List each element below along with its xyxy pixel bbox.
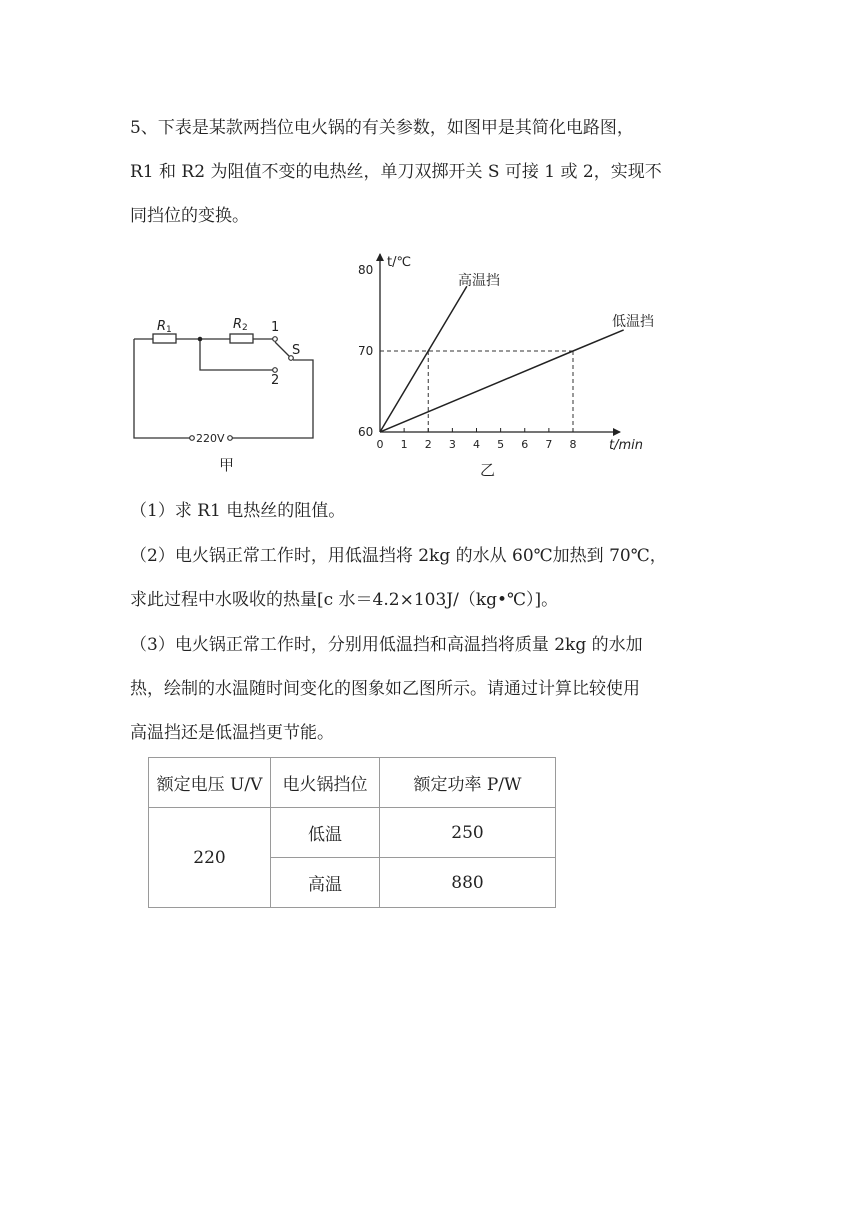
series-label-low: 低温挡 [612, 314, 654, 330]
series-label-high: 高温挡 [458, 273, 500, 289]
r2-label: R2 [233, 317, 248, 333]
cell-power-high: 880 [380, 858, 556, 908]
switch-label: S [292, 343, 301, 358]
series-line-high [380, 286, 467, 432]
y-tick-label-70: 70 [358, 344, 374, 358]
x-axis-label: t/min [609, 438, 643, 453]
cell-voltage: 220 [149, 808, 271, 908]
switch-blade [275, 342, 290, 357]
terminal-2-dot [273, 368, 278, 373]
x-tick-label-1: 1 [400, 438, 408, 451]
question-3-line-1: （3）电火锅正常工作时，分别用低温挡和高温挡将质量 2kg 的水加 [130, 635, 643, 655]
question-2-line-2: 求此过程中水吸收的热量[c 水＝4.2×103J/（kg•℃）]。 [130, 590, 559, 610]
x-tick-label-0: 0 [376, 438, 384, 451]
question-3-line-3: 高温挡还是低温挡更节能。 [130, 723, 334, 743]
x-tick-label-2: 2 [424, 438, 432, 451]
intro-line-3: 同挡位的变换。 [130, 206, 249, 226]
x-tick-label-6: 6 [521, 438, 529, 451]
x-tick-label-8: 8 [569, 438, 577, 451]
cell-mode-low: 低温 [271, 808, 380, 858]
terminal-2-label: 2 [271, 373, 280, 388]
circuit-diagram [125, 315, 325, 475]
x-tick-label-3: 3 [448, 438, 456, 451]
x-tick-label-5: 5 [497, 438, 505, 451]
temperature-chart [350, 250, 654, 485]
source-terminal-left [190, 436, 195, 441]
source-label: 220V [196, 432, 225, 445]
resistor-r1 [153, 334, 176, 343]
y-tick-label-60: 60 [358, 425, 374, 439]
r1-label: R1 [157, 319, 172, 335]
x-tick-label-7: 7 [545, 438, 553, 451]
x-tick-label-4: 4 [473, 438, 480, 451]
cell-mode-high: 高温 [271, 858, 380, 908]
header-voltage: 额定电压 U/V [149, 758, 271, 808]
terminal-1-dot [273, 337, 278, 342]
resistor-r2 [230, 334, 253, 343]
terminal-1-label: 1 [271, 320, 280, 335]
header-power: 额定功率 P/W [380, 758, 556, 808]
table-row [149, 808, 556, 858]
y-axis-label: t/℃ [387, 255, 412, 270]
parameter-table [148, 757, 556, 908]
circuit-caption: 甲 [219, 456, 235, 474]
question-1: （1）求 R1 电热丝的阻值。 [130, 501, 346, 521]
source-terminal-right [228, 436, 233, 441]
chart-caption: 乙 [480, 461, 496, 479]
intro-line-2: R1 和 R2 为阻值不变的电热丝，单刀双掷开关 S 可接 1 或 2，实现不 [130, 162, 662, 182]
question-2-line-1: （2）电火锅正常工作时，用低温挡将 2kg 的水从 60℃加热到 70℃， [130, 546, 667, 566]
cell-power-low: 250 [380, 808, 556, 858]
header-mode: 电火锅挡位 [271, 758, 380, 808]
table-header-row [149, 758, 556, 808]
question-3-line-2: 热，绘制的水温随时间变化的图象如乙图所示。请通过计算比较使用 [130, 679, 640, 699]
series-line-low [380, 330, 624, 432]
y-tick-label-80: 80 [358, 263, 374, 277]
intro-line-1: 5、下表是某款两挡位电火锅的有关参数，如图甲是其简化电路图， [130, 118, 634, 138]
junction-dot [198, 337, 203, 342]
